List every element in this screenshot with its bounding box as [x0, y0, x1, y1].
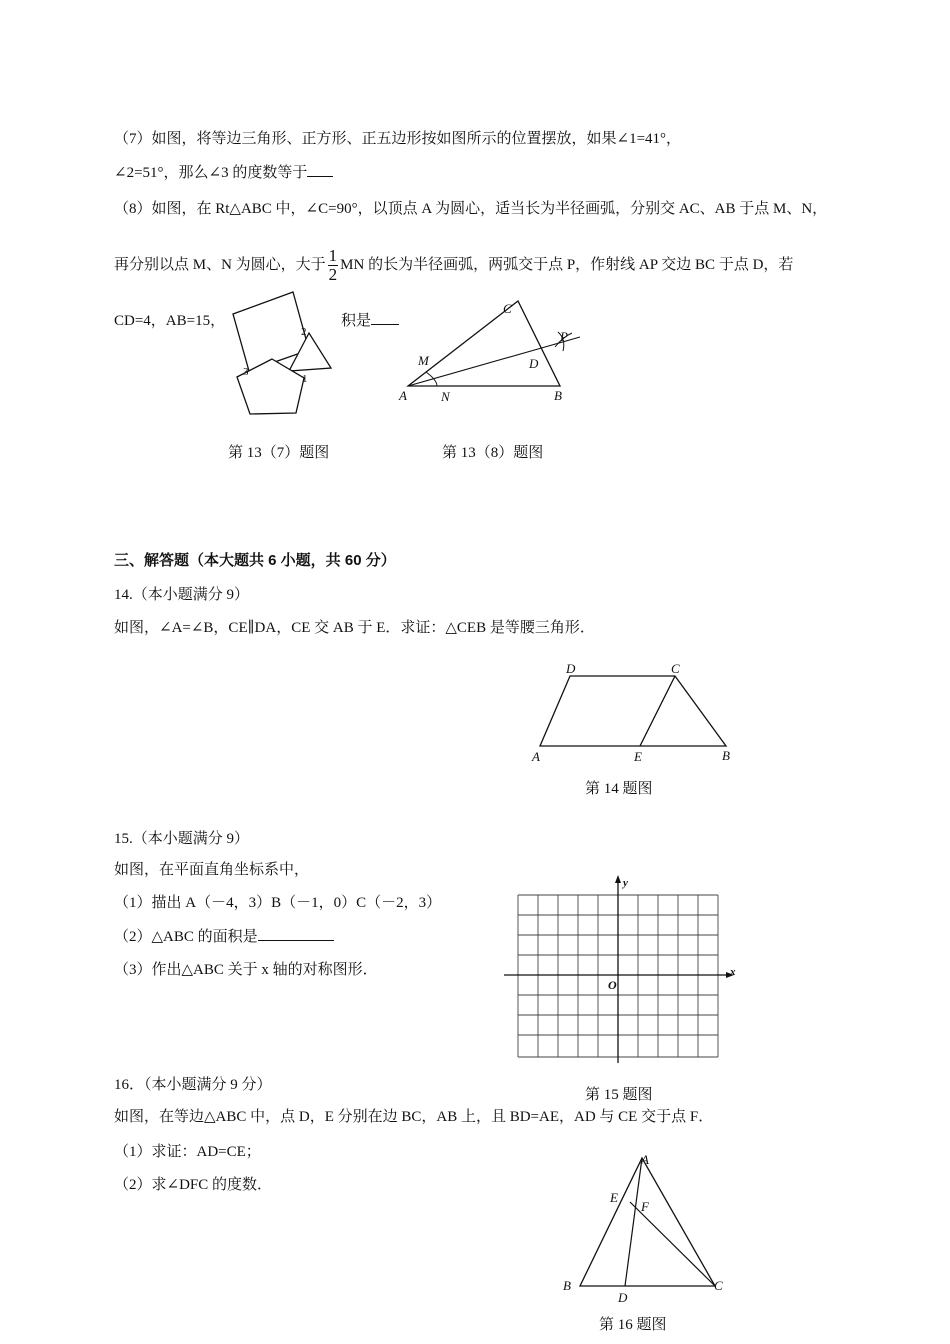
y-axis-arrow-icon	[615, 875, 621, 883]
label-b: B	[563, 1278, 571, 1293]
q8-line2-pre: 再分别以点 M、N 为圆心，大于	[114, 256, 326, 273]
label-e: E	[610, 1190, 618, 1205]
q16-item2: （2）求∠DFC 的度数．	[114, 1177, 272, 1193]
segment-ad	[625, 1158, 642, 1286]
q8-line2-post: MN 的长为半径画弧，两弧交于点 P，作射线 AP 交边 BC 于点 D，若	[340, 256, 794, 273]
triangle-abc	[408, 301, 560, 386]
label-d: D	[529, 356, 539, 371]
q15-header: 15.（本小题满分 9）	[114, 831, 250, 847]
q8-line1: （8）如图，在 Rt△ABC 中，∠C=90°，以顶点 A 为圆心，适当长为半径画弧，分别交 AC、AB 于点 M、N，	[114, 201, 828, 217]
q16-item1: （1）求证：AD=CE；	[114, 1144, 261, 1160]
label-m: M	[418, 353, 429, 368]
angle-label-3: 3	[243, 366, 249, 378]
fig16-triangle	[560, 1150, 740, 1310]
q14-header: 14.（本小题满分 9）	[114, 587, 250, 603]
fraction-denominator: 2	[328, 265, 338, 284]
q8-line3-pre: CD=4，AB=15，	[114, 313, 226, 329]
fig14-caption: 第 14 题图	[585, 781, 653, 797]
fig8-caption: 第 13（8）题图	[442, 445, 544, 461]
q8-line3	[341, 309, 399, 330]
half-fraction	[328, 247, 339, 284]
label-b: B	[722, 748, 730, 763]
q8-line2	[114, 247, 793, 284]
q14-text: 如图，∠A=∠B，CE∥DA，CE 交 AB 于 E．求证：△CEB 是等腰三角形．	[114, 620, 595, 636]
q16-text: 如图，在等边△ABC 中，点 D，E 分别在边 BC，AB 上，且 BD=AE，AD 与 CE 交于点 F．	[114, 1109, 714, 1125]
q15-answer-blank	[258, 925, 334, 941]
fig16-caption: 第 16 题图	[599, 1317, 667, 1333]
fig7-shapes	[225, 292, 345, 422]
label-b: B	[554, 388, 562, 403]
q15-intro: 如图，在平面直角坐标系中，	[114, 862, 310, 878]
segment-ce	[640, 676, 675, 746]
q8-answer-blank	[371, 309, 399, 325]
label-f: F	[641, 1199, 649, 1214]
label-d: D	[566, 661, 576, 676]
fig7-caption: 第 13（7）题图	[228, 445, 330, 461]
label-c: C	[503, 301, 512, 316]
fig15-caption: 第 15 题图	[585, 1087, 653, 1103]
label-a: A	[399, 388, 407, 403]
x-axis-label: x	[730, 966, 736, 978]
segment-ce	[630, 1202, 715, 1286]
label-c: C	[671, 661, 680, 676]
q7-line2-text: ∠2=51°，那么∠3 的度数等于	[114, 165, 308, 181]
label-p: P	[560, 329, 568, 344]
q16-header: 16．（本小题满分 9 分）	[114, 1077, 272, 1093]
label-n: N	[441, 389, 450, 404]
origin-label: O	[608, 978, 617, 992]
angle-label-1: 1	[302, 373, 308, 385]
section-title: 三、解答题（本大题共 6 小题，共 60 分）	[114, 552, 396, 569]
q8-line3-post: 积是	[341, 313, 372, 329]
fraction-numerator: 1	[328, 246, 338, 265]
angle-label-2: 2	[301, 326, 307, 338]
label-d: D	[618, 1290, 628, 1305]
label-a: A	[532, 749, 540, 764]
trapezoid-abcd	[540, 676, 726, 746]
y-axis-label: y	[623, 877, 628, 889]
q15-item1: （1）描出 A（－4，3）B（－1，0）C（－2，3）	[114, 895, 442, 911]
label-a: A	[641, 1152, 649, 1167]
q7-answer-blank	[307, 161, 333, 177]
q15-item2	[114, 925, 334, 946]
fig8-triangle	[398, 297, 588, 407]
fig15-grid	[498, 873, 758, 1073]
q7-line2	[114, 161, 333, 182]
label-e: E	[634, 749, 642, 764]
label-c: C	[714, 1278, 723, 1293]
q15-item3: （3）作出△ABC 关于 x 轴的对称图形．	[114, 962, 378, 978]
fig14-trapezoid	[530, 660, 745, 770]
q15-item2-text: （2）△ABC 的面积是	[114, 929, 258, 945]
q7-line1: （7）如图，将等边三角形、正方形、正五边形按如图所示的位置摆放，如果∠1=41°，	[114, 131, 682, 147]
